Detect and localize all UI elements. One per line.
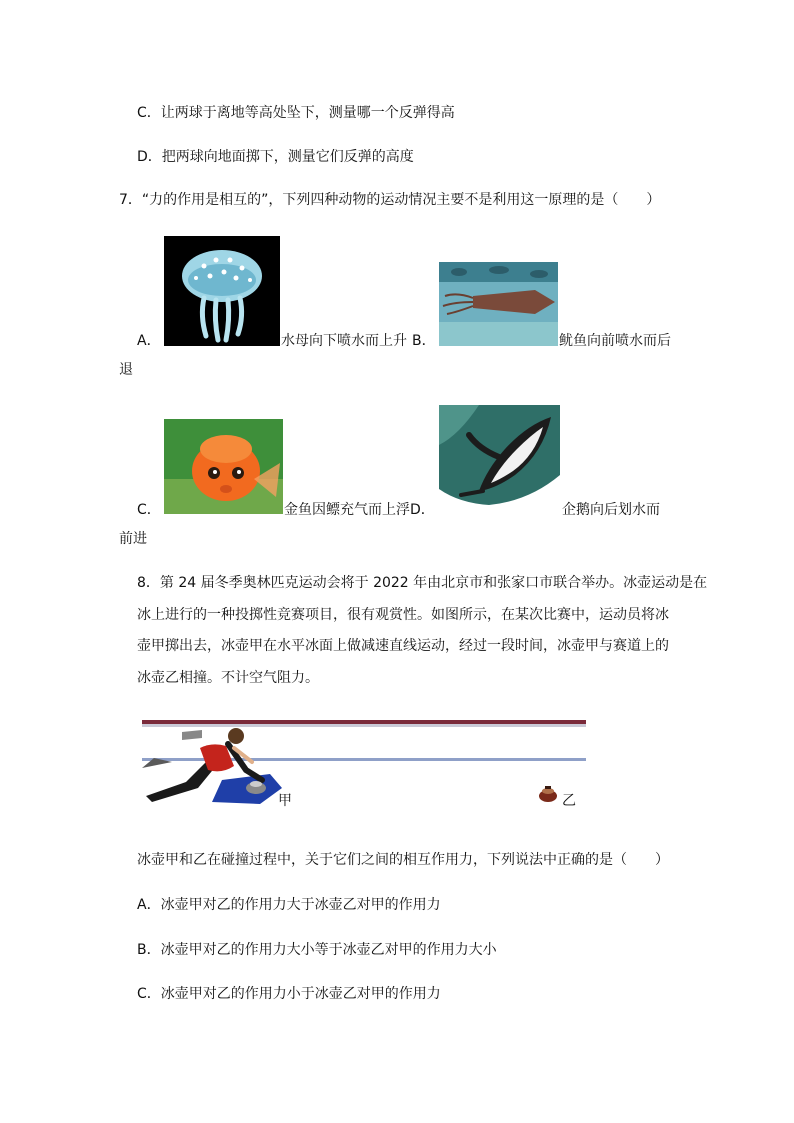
- q8-stem-line-3: 壶甲掷出去，冰壶甲在水平冰面上做减速直线运动，经过一段时间，冰壶甲与赛道上的: [137, 638, 669, 654]
- q8-option-a: A．冰壶甲对乙的作用力大于冰壶乙对甲的作用力: [137, 897, 441, 913]
- q8-option-b: B．冰壶甲对乙的作用力大小等于冰壶乙对甲的作用力大小: [137, 942, 497, 958]
- q7-stem: 7．“力的作用是相互的”，下列四种动物的运动情况主要不是利用这一原理的是（ ）: [119, 192, 661, 208]
- goldfish-image: [164, 419, 283, 514]
- penguin-image: [439, 405, 560, 509]
- q8-stem-line-2: 冰上进行的一种投掷性竞赛项目，很有观赏性。如图所示，在某次比赛中，运动员将冰: [137, 607, 669, 623]
- q7-option-d-label: D．: [410, 502, 435, 518]
- q8-stem-line-4: 冰壶乙相撞。不计空气阻力。: [137, 670, 319, 686]
- curling-label-yi: 乙: [562, 793, 576, 809]
- q7-option-b-label: B．: [412, 333, 436, 349]
- q7-option-d-text-cont: 前进: [119, 531, 147, 547]
- squid-image: [439, 262, 558, 346]
- curling-label-jia: 甲: [278, 793, 292, 809]
- q6-option-d: D．把两球向地面掷下，测量它们反弹的高度: [137, 149, 414, 165]
- q8-question: 冰壶甲和乙在碰撞过程中，关于它们之间的相互作用力，下列说法中正确的是（ ）: [137, 852, 669, 868]
- q7-option-b-text: 鱿鱼向前喷水而后: [559, 333, 671, 349]
- q6-option-c: C．让两球于离地等高处坠下，测量哪一个反弹得高: [137, 105, 455, 121]
- jellyfish-image: [164, 236, 280, 346]
- q7-option-d-text: 企鹅向后划水而: [562, 502, 660, 518]
- q7-option-a-text: 水母向下喷水而上升: [281, 333, 407, 349]
- curling-image: [142, 718, 586, 808]
- q7-option-b-text-cont: 退: [119, 362, 133, 378]
- q7-option-c-label: C．: [137, 502, 161, 518]
- q8-stem-line-1: 8．第 24 届冬季奥林匹克运动会将于 2022 年由北京市和张家口市联合举办。冰壶运动是在: [137, 575, 708, 591]
- q7-option-c-text: 金鱼因鳔充气而上浮: [284, 502, 410, 518]
- q7-option-a-label: A．: [137, 333, 161, 349]
- q8-option-c: C．冰壶甲对乙的作用力小于冰壶乙对甲的作用力: [137, 986, 441, 1002]
